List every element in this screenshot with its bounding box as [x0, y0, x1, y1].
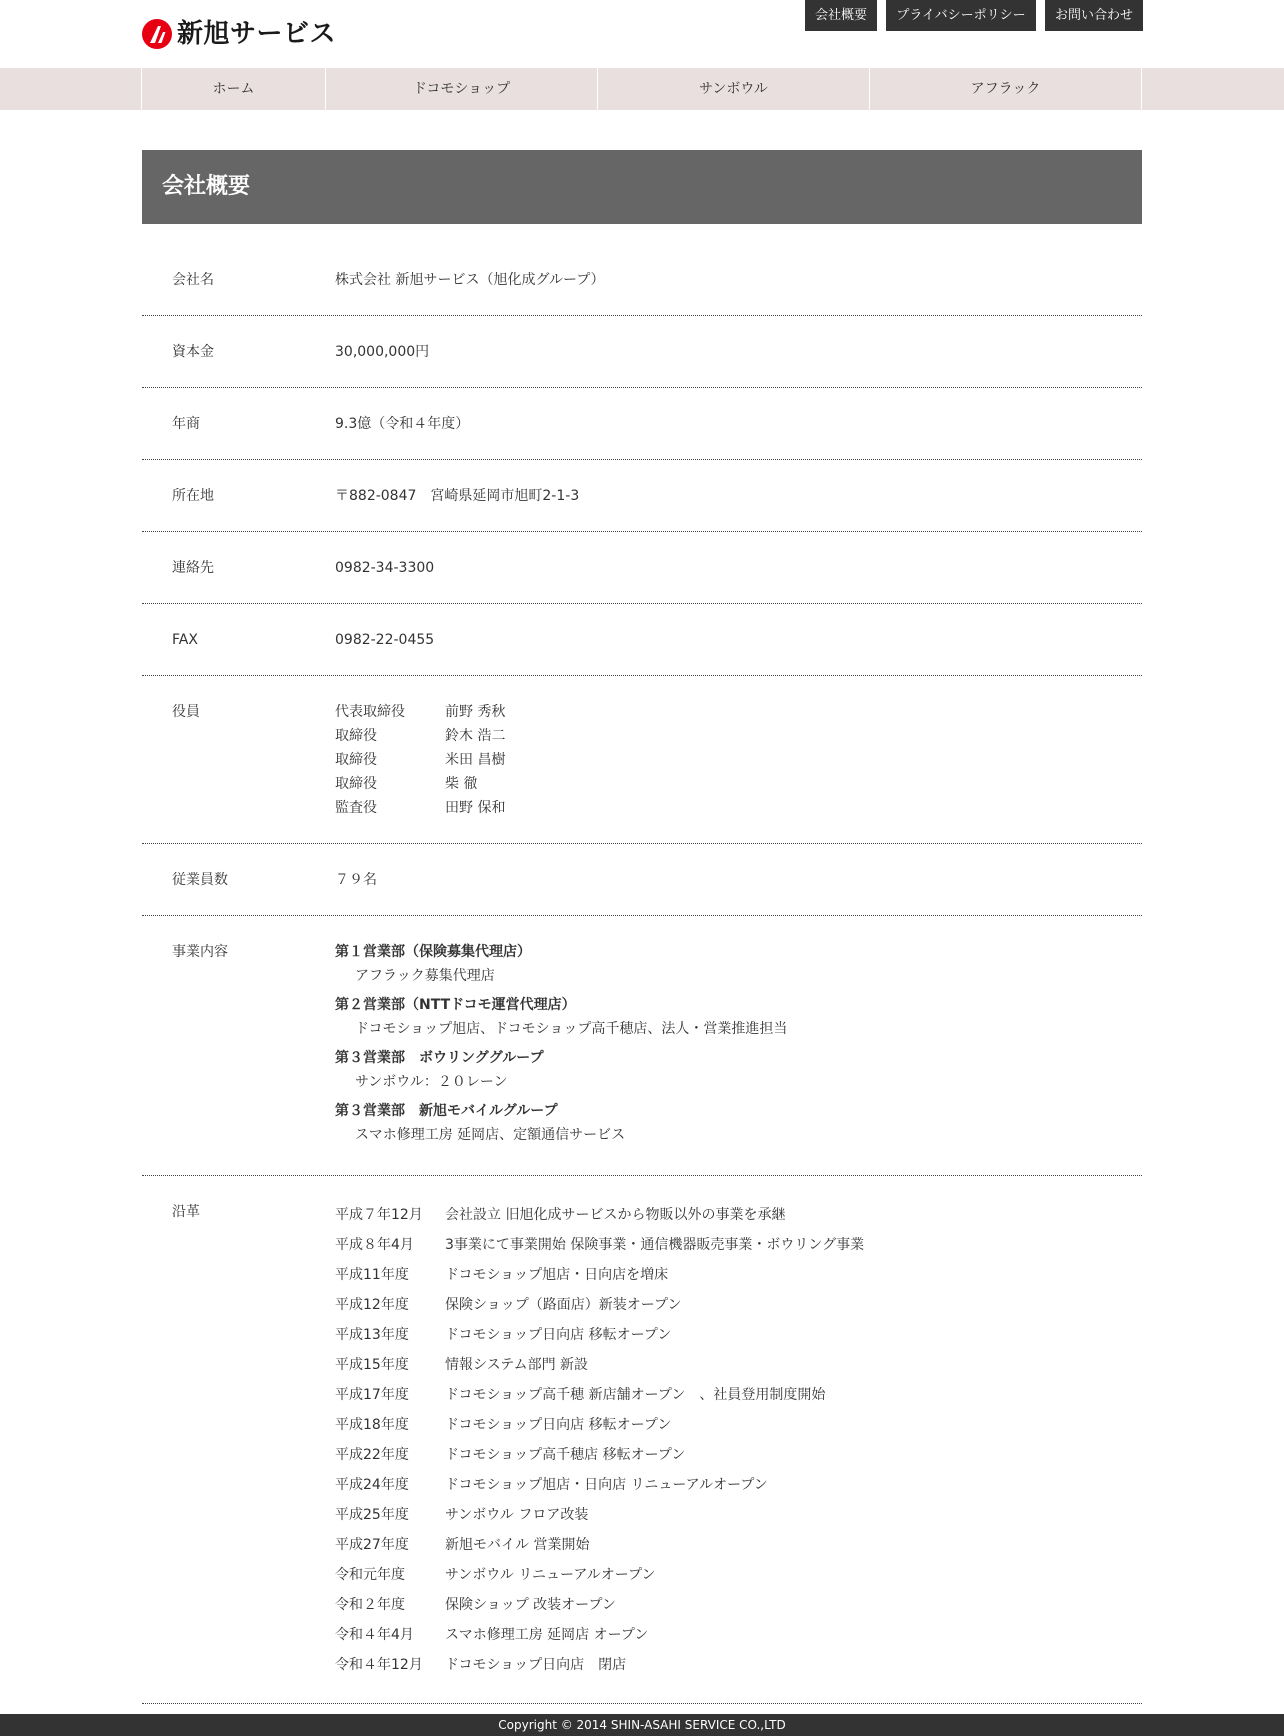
row-label: 連絡先: [172, 560, 214, 576]
row-label: FAX: [172, 632, 198, 648]
history-item: [335, 1620, 1142, 1650]
history-event: 3事業にて事業開始 保険事業・通信機器販売事業・ボウリング事業: [445, 1237, 865, 1253]
top-links: [805, 0, 1143, 31]
officer-name: 鈴木 浩二: [445, 728, 506, 744]
history-date: 平成17年度: [335, 1387, 409, 1403]
business-detail: サンボウル：２０レーン: [355, 1074, 508, 1090]
row-label: 役員: [172, 704, 200, 720]
site-logo[interactable]: [142, 19, 336, 49]
history-item: [335, 1230, 1142, 1260]
row-label: 資本金: [172, 344, 214, 360]
row-value: 0982-34-3300: [335, 560, 435, 576]
history-item: [335, 1260, 1142, 1290]
business-heading: 第２営業部（NTTドコモ運営代理店）: [335, 997, 576, 1013]
business-heading: 第３営業部 新旭モバイルグループ: [335, 1103, 558, 1119]
row-value: ７９名: [335, 872, 377, 888]
nav-docomo-shop[interactable]: ドコモショップ: [326, 68, 598, 110]
nav-sunbowl[interactable]: サンボウル: [598, 68, 870, 110]
history-date: 平成８年4月: [335, 1237, 414, 1253]
row-label: 年商: [172, 416, 200, 432]
nav-home[interactable]: ホーム: [142, 68, 326, 110]
history-date: 令和元年度: [335, 1567, 405, 1583]
officer-role: 監査役: [335, 800, 377, 816]
history-event: 新旭モバイル 営業開始: [445, 1537, 590, 1553]
officer-item: [335, 772, 1142, 796]
info-row-address: [142, 460, 1142, 532]
officer-name: 柴 徹: [445, 776, 478, 792]
officer-role: 取締役: [335, 752, 377, 768]
officer-item: [335, 724, 1142, 748]
history-date: 令和４年12月: [335, 1657, 423, 1673]
top-link-company[interactable]: 会社概要: [805, 0, 877, 31]
history-date: 平成27年度: [335, 1537, 409, 1553]
history-item: [335, 1350, 1142, 1380]
row-label: 会社名: [172, 272, 214, 288]
history-item: [335, 1650, 1142, 1680]
row-label: 事業内容: [172, 944, 228, 960]
history-date: 平成13年度: [335, 1327, 409, 1343]
row-value: 9.3億（令和４年度）: [335, 416, 470, 432]
officer-item: [335, 796, 1142, 820]
page-title: 会社概要: [162, 174, 251, 199]
history-item: [335, 1500, 1142, 1530]
officer-role: 取締役: [335, 728, 377, 744]
history-event: 保険ショップ（路面店）新装オープン: [445, 1297, 682, 1313]
info-row-capital: [142, 316, 1142, 388]
business-detail: アフラック募集代理店: [355, 968, 495, 984]
officer-name: 前野 秀秋: [445, 704, 506, 720]
history-item: [335, 1200, 1142, 1230]
top-link-contact[interactable]: お問い合わせ: [1045, 0, 1143, 31]
info-row-officers: [142, 676, 1142, 844]
info-row-history: [142, 1176, 1142, 1704]
info-row-fax: [142, 604, 1142, 676]
history-event: 情報システム部門 新設: [445, 1357, 589, 1373]
nav-aflac[interactable]: アフラック: [870, 68, 1142, 110]
history-date: 平成12年度: [335, 1297, 409, 1313]
row-label: 従業員数: [172, 872, 228, 888]
history-date: 平成24年度: [335, 1477, 409, 1493]
row-value: 30,000,000円: [335, 344, 430, 360]
info-row-sales: [142, 388, 1142, 460]
history-event: ドコモショップ旭店・日向店を増床: [445, 1267, 669, 1283]
officer-item: [335, 700, 1142, 724]
info-row-business: [142, 916, 1142, 1176]
officers-list: [335, 700, 1142, 820]
history-item: [335, 1410, 1142, 1440]
history-event: スマホ修理工房 延岡店 オープン: [445, 1627, 649, 1643]
logo-mark-icon: [142, 19, 172, 49]
history-date: 平成７年12月: [335, 1207, 423, 1223]
history-item: [335, 1560, 1142, 1590]
business-heading: 第３営業部 ボウリンググループ: [335, 1050, 544, 1066]
history-item: [335, 1320, 1142, 1350]
row-label: 沿革: [172, 1204, 200, 1220]
business-list: [335, 940, 1142, 1152]
info-row-company-name: [142, 244, 1142, 316]
history-event: ドコモショップ日向店 移転オープン: [445, 1417, 672, 1433]
history-event: ドコモショップ日向店 移転オープン: [445, 1327, 672, 1343]
history-date: 平成22年度: [335, 1447, 409, 1463]
history-event: 保険ショップ 改装オープン: [445, 1597, 616, 1613]
history-date: 令和４年4月: [335, 1627, 414, 1643]
business-detail: ドコモショップ旭店、ドコモショップ高千穂店、法人・営業推進担当: [355, 1021, 788, 1037]
history-event: ドコモショップ旭店・日向店 リニューアルオープン: [445, 1477, 768, 1493]
history-event: 会社設立 旧旭化成サービスから物販以外の事業を承継: [445, 1207, 786, 1223]
history-item: [335, 1290, 1142, 1320]
history-item: [335, 1380, 1142, 1410]
history-event: サンボウル リニューアルオープン: [445, 1567, 656, 1583]
history-event: サンボウル フロア改装: [445, 1507, 589, 1523]
global-nav: [0, 68, 1284, 110]
history-event: ドコモショップ日向店 閉店: [445, 1657, 627, 1673]
top-link-privacy[interactable]: プライバシーポリシー: [886, 0, 1036, 31]
row-value: 株式会社 新旭サービス（旭化成グループ）: [335, 272, 605, 288]
officer-name: 米田 昌樹: [445, 752, 506, 768]
business-detail: スマホ修理工房 延岡店、定額通信サービス: [355, 1127, 626, 1143]
row-value: 0982-22-0455: [335, 632, 435, 648]
officer-name: 田野 保和: [445, 800, 506, 816]
officer-role: 取締役: [335, 776, 377, 792]
info-row-contact: [142, 532, 1142, 604]
row-value: 〒882-0847 宮崎県延岡市旭町2-1-3: [335, 488, 580, 504]
history-item: [335, 1530, 1142, 1560]
site-header: [0, 0, 1284, 68]
copyright-footer: Copyright © 2014 SHIN-ASAHI SERVICE CO.,LTD: [0, 1714, 1284, 1736]
business-heading: 第１営業部（保険募集代理店）: [335, 944, 531, 960]
history-event: ドコモショップ高千穂 新店舗オープン 、社員登用制度開始: [445, 1387, 826, 1403]
company-info-table: [142, 244, 1142, 1704]
history-event: ドコモショップ高千穂店 移転オープン: [445, 1447, 686, 1463]
logo-text: 新旭サービス: [177, 19, 337, 49]
history-item: [335, 1590, 1142, 1620]
officer-item: [335, 748, 1142, 772]
history-item: [335, 1470, 1142, 1500]
history-date: 平成11年度: [335, 1267, 409, 1283]
history-date: 平成18年度: [335, 1417, 409, 1433]
page-title-bar: [142, 150, 1142, 224]
history-date: 平成15年度: [335, 1357, 409, 1373]
history-item: [335, 1440, 1142, 1470]
history-list: [335, 1200, 1142, 1680]
history-date: 令和２年度: [335, 1597, 405, 1613]
history-date: 平成25年度: [335, 1507, 409, 1523]
row-label: 所在地: [172, 488, 214, 504]
info-row-employees: [142, 844, 1142, 916]
officer-role: 代表取締役: [335, 704, 405, 720]
